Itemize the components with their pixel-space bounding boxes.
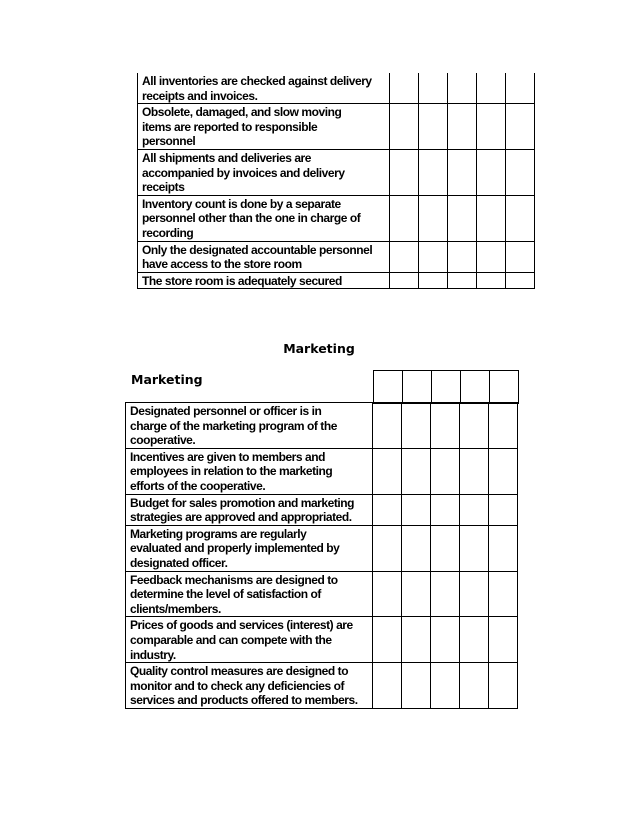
checklist-item-line: Designated personnel or officer is in bbox=[130, 404, 322, 418]
checkbox-cell[interactable] bbox=[477, 272, 506, 289]
checklist-item-line: receipts bbox=[142, 180, 185, 195]
checkbox-cell[interactable] bbox=[390, 272, 419, 289]
checkbox-cell[interactable] bbox=[506, 149, 535, 195]
checkbox-cell[interactable] bbox=[489, 617, 518, 663]
checkbox-cell[interactable] bbox=[506, 241, 535, 272]
checklist-item-line: strategies are approved and appropriated. bbox=[130, 510, 352, 525]
checklist-item-line: Feedback mechanisms are designed to bbox=[130, 572, 338, 587]
checklist-item-line: have access to the store room bbox=[142, 257, 302, 272]
checklist-item-text bbox=[126, 525, 373, 571]
checkbox-cell[interactable] bbox=[506, 272, 535, 289]
checklist-item-line: clients/members. bbox=[130, 601, 221, 616]
checkbox-cell[interactable] bbox=[477, 195, 506, 241]
checklist-item-line: evaluated and properly implemented by bbox=[130, 541, 340, 556]
checkbox-cell[interactable] bbox=[402, 494, 431, 525]
checkbox-cell[interactable] bbox=[373, 663, 402, 709]
inventory-checklist-table bbox=[137, 73, 535, 289]
checkbox-cell[interactable] bbox=[448, 195, 477, 241]
checklist-row bbox=[126, 448, 518, 494]
checkbox-cell[interactable] bbox=[419, 241, 448, 272]
checkbox-cell[interactable] bbox=[489, 525, 518, 571]
checkbox-cell[interactable] bbox=[506, 195, 535, 241]
checklist-item-line: The store room is adequately secured bbox=[142, 273, 342, 288]
checkbox-cell[interactable] bbox=[373, 403, 402, 449]
checklist-item-line: accompanied by invoices and delivery bbox=[142, 165, 345, 180]
checkbox-cell[interactable] bbox=[477, 241, 506, 272]
checklist-item-line: charge of the marketing program of the bbox=[130, 418, 337, 433]
checkbox-cell[interactable] bbox=[390, 241, 419, 272]
checkbox-cell[interactable] bbox=[390, 104, 419, 150]
checkbox-cell[interactable] bbox=[448, 272, 477, 289]
checklist-item-text bbox=[126, 448, 373, 494]
marketing-rows bbox=[126, 403, 518, 709]
checklist-item-line: Budget for sales promotion and marketing bbox=[130, 495, 355, 510]
checklist-item-line: items are reported to responsible bbox=[142, 119, 318, 134]
checkbox-cell[interactable] bbox=[489, 494, 518, 525]
checklist-row bbox=[126, 571, 518, 617]
checklist-item-line: recording bbox=[142, 225, 194, 240]
checkbox-cell[interactable] bbox=[489, 403, 518, 449]
checklist-row bbox=[126, 494, 518, 525]
checklist-item-line: Inventory count is done by a separate bbox=[142, 196, 341, 211]
checkbox-cell[interactable] bbox=[419, 73, 448, 104]
checkbox-cell[interactable] bbox=[374, 371, 403, 404]
checklist-item-line: All inventories are checked against delivery bbox=[142, 74, 372, 88]
checklist-row bbox=[138, 104, 535, 150]
marketing-header-checkboxes bbox=[373, 370, 519, 404]
checkbox-cell[interactable] bbox=[419, 149, 448, 195]
checkbox-cell[interactable] bbox=[419, 104, 448, 150]
checklist-item-text bbox=[138, 149, 390, 195]
checklist-item-line: services and products offered to members. bbox=[130, 693, 358, 708]
checklist-item-line: monitor and to check any deficiencies of bbox=[130, 678, 345, 693]
checkbox-cell[interactable] bbox=[448, 104, 477, 150]
checkbox-cell[interactable] bbox=[402, 403, 431, 449]
checklist-row bbox=[138, 195, 535, 241]
checklist-item-text bbox=[138, 272, 390, 289]
checklist-row bbox=[126, 617, 518, 663]
checkbox-cell[interactable] bbox=[448, 241, 477, 272]
checklist-row bbox=[138, 272, 535, 289]
checkbox-cell[interactable] bbox=[373, 525, 402, 571]
checkbox-cell[interactable] bbox=[432, 371, 461, 404]
checklist-item-text bbox=[126, 403, 373, 449]
checkbox-cell[interactable] bbox=[506, 104, 535, 150]
section-title: Marketing bbox=[283, 341, 355, 356]
checkbox-cell[interactable] bbox=[448, 73, 477, 104]
checkbox-cell[interactable] bbox=[448, 149, 477, 195]
checklist-row bbox=[126, 663, 518, 709]
checklist-item-line: designated officer. bbox=[130, 555, 228, 570]
checklist-item-line: Quality control measures are designed to bbox=[130, 664, 349, 679]
section-label: Marketing bbox=[131, 372, 203, 387]
checklist-item-line: determine the level of satisfaction of bbox=[130, 587, 321, 602]
checklist-row bbox=[126, 403, 518, 449]
checkbox-cell[interactable] bbox=[431, 663, 460, 709]
checkbox-cell[interactable] bbox=[373, 571, 402, 617]
checklist-row bbox=[138, 73, 535, 104]
checkbox-cell[interactable] bbox=[431, 571, 460, 617]
checkbox-cell[interactable] bbox=[419, 272, 448, 289]
checklist-item-text bbox=[126, 617, 373, 663]
marketing-checklist-table bbox=[125, 402, 518, 709]
checklist-item-line: comparable and can compete with the bbox=[130, 632, 332, 647]
checklist-item-line: Marketing programs are regularly bbox=[130, 526, 307, 541]
checkbox-cell[interactable] bbox=[506, 73, 535, 104]
checkbox-cell[interactable] bbox=[460, 494, 489, 525]
checkbox-cell[interactable] bbox=[460, 448, 489, 494]
checklist-row bbox=[138, 149, 535, 195]
checkbox-cell[interactable] bbox=[431, 617, 460, 663]
checkbox-cell[interactable] bbox=[402, 617, 431, 663]
checklist-item-text bbox=[138, 104, 390, 150]
checkbox-cell[interactable] bbox=[460, 663, 489, 709]
checkbox-cell[interactable] bbox=[489, 571, 518, 617]
checkbox-cell[interactable] bbox=[489, 663, 518, 709]
checklist-item-line: personnel other than the one in charge of bbox=[142, 211, 361, 226]
checkbox-cell[interactable] bbox=[402, 663, 431, 709]
checklist-item-line: efforts of the cooperative. bbox=[130, 478, 266, 493]
checkbox-cell[interactable] bbox=[373, 494, 402, 525]
checkbox-cell[interactable] bbox=[460, 571, 489, 617]
checklist-row bbox=[138, 241, 535, 272]
checklist-item-text bbox=[138, 73, 390, 104]
checklist-item-line: industry. bbox=[130, 647, 176, 662]
checkbox-cell[interactable] bbox=[490, 371, 519, 404]
checkbox-cell[interactable] bbox=[373, 617, 402, 663]
checklist-item-line: All shipments and deliveries are bbox=[142, 150, 312, 165]
checkbox-cell[interactable] bbox=[402, 448, 431, 494]
checkbox-cell[interactable] bbox=[419, 195, 448, 241]
checkbox-cell[interactable] bbox=[431, 494, 460, 525]
checklist-item-line: cooperative. bbox=[130, 433, 196, 448]
checkbox-cell[interactable] bbox=[477, 149, 506, 195]
checklist-item-line: Incentives are given to members and bbox=[130, 449, 325, 464]
checkbox-cell[interactable] bbox=[390, 195, 419, 241]
checkbox-cell[interactable] bbox=[390, 73, 419, 104]
checkbox-cell[interactable] bbox=[489, 448, 518, 494]
checklist-item-text bbox=[138, 195, 390, 241]
checkbox-cell[interactable] bbox=[373, 448, 402, 494]
checklist-item-line: employees in relation to the marketing bbox=[130, 464, 333, 479]
checkbox-cell[interactable] bbox=[460, 403, 489, 449]
checkbox-cell[interactable] bbox=[431, 448, 460, 494]
checkbox-cell[interactable] bbox=[477, 104, 506, 150]
checkbox-cell[interactable] bbox=[461, 371, 490, 404]
checklist-item-text bbox=[126, 663, 373, 709]
checklist-row bbox=[126, 525, 518, 571]
checkbox-cell[interactable] bbox=[402, 525, 431, 571]
checkbox-cell[interactable] bbox=[431, 403, 460, 449]
checkbox-cell[interactable] bbox=[460, 617, 489, 663]
checklist-item-text bbox=[138, 241, 390, 272]
checkbox-cell[interactable] bbox=[390, 149, 419, 195]
checkbox-cell[interactable] bbox=[402, 571, 431, 617]
checklist-item-text bbox=[126, 494, 373, 525]
checklist-item-text bbox=[126, 571, 373, 617]
checkbox-cell[interactable] bbox=[460, 525, 489, 571]
checklist-item-line: Prices of goods and services (interest) are bbox=[130, 618, 353, 633]
checkbox-cell[interactable] bbox=[477, 73, 506, 104]
checklist-item-line: Only the designated accountable personnel bbox=[142, 242, 373, 257]
checkbox-cell[interactable] bbox=[403, 371, 432, 404]
checklist-item-line: Obsolete, damaged, and slow moving bbox=[142, 105, 342, 120]
checkbox-cell[interactable] bbox=[431, 525, 460, 571]
checklist-item-line: receipts and invoices. bbox=[142, 88, 258, 103]
inventory-rows bbox=[138, 73, 535, 289]
checklist-item-line: personnel bbox=[142, 134, 196, 149]
